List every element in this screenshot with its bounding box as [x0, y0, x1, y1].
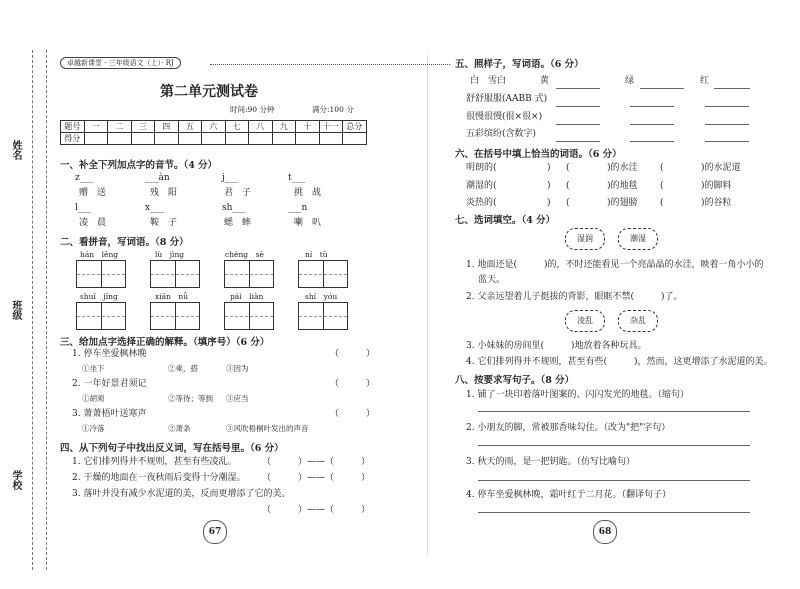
- s8-heading: 八、按要求写句子。（8 分）: [455, 375, 575, 386]
- s2-heading: 二、看拼音，写词语。（8 分）: [60, 237, 189, 248]
- s6-blank[interactable]: ): [520, 163, 551, 173]
- s3-option[interactable]: ①冷落: [82, 424, 105, 433]
- answer-line[interactable]: [478, 480, 750, 481]
- s6-item: (: [660, 163, 664, 173]
- writing-grid[interactable]: [298, 260, 348, 288]
- answer-line[interactable]: [556, 141, 600, 142]
- s3-question: 3. 萧萧梧叶送寒声: [72, 409, 147, 419]
- answer-line[interactable]: [556, 88, 600, 89]
- s2-pinyin: chéng sè: [225, 250, 264, 259]
- binding-line-inner: [46, 50, 47, 570]
- s7-question: 2. 父亲远望着儿子挺拔的背影，眼眶不禁( )了。: [466, 292, 683, 302]
- score-input[interactable]: [319, 133, 343, 145]
- s1-word: 蟋 蟀: [224, 218, 252, 228]
- s1-pinyin[interactable]: ___àn: [145, 173, 170, 183]
- header-dotline: [210, 64, 450, 65]
- s8-question: 1. 铺了一块印着落叶图案的、闪闪发光的地毯。（缩句）: [466, 390, 689, 400]
- s5-example: 很慢很慢(很×很×): [466, 112, 543, 122]
- score-input[interactable]: [202, 133, 226, 145]
- s4-heading: 四、从下列句子中找出反义词，写在括号里。（6 分）: [60, 443, 284, 454]
- page-divider: [427, 55, 428, 555]
- time-label: 时间:90 分钟: [230, 105, 275, 114]
- answer-line[interactable]: [556, 124, 600, 125]
- answer-line[interactable]: [478, 445, 750, 446]
- s1-pinyin[interactable]: z___: [75, 173, 94, 183]
- score-table: [60, 120, 367, 145]
- s3-option[interactable]: ②等待；等到: [168, 394, 213, 403]
- s6-blank[interactable]: )的翅膀: [580, 198, 638, 208]
- s2-pinyin: shí yóu: [305, 292, 338, 301]
- score-input[interactable]: [178, 133, 202, 145]
- score-cell: 三: [131, 121, 155, 133]
- answer-line[interactable]: [705, 124, 749, 125]
- s1-word: 凌 晨: [79, 218, 107, 228]
- score-table-row: [61, 133, 367, 145]
- answer-paren[interactable]: （ ）: [330, 379, 376, 389]
- header-badge: 卓越新课堂 · 三年级语文（上）· RJ: [60, 57, 181, 69]
- s7-heading: 七、选词填空。（4 分）: [455, 215, 556, 226]
- score-cell: 八: [249, 121, 273, 133]
- writing-grid[interactable]: [76, 302, 126, 330]
- s5-color: 黄: [540, 76, 550, 86]
- word-choice: 潮湿: [618, 228, 658, 250]
- name-label: 姓名: [10, 140, 21, 160]
- answer-line[interactable]: [478, 411, 750, 412]
- score-cell: 六: [202, 121, 226, 133]
- s2-pinyin: xiān nǚ: [155, 292, 189, 301]
- writing-grid[interactable]: [224, 260, 274, 288]
- s1-word: 赠 送: [79, 188, 107, 198]
- answer-line[interactable]: [705, 106, 749, 107]
- s8-question: 4. 停车坐爱枫林晚，霜叶红于二月花。（翻译句子）: [466, 490, 671, 500]
- writing-grid[interactable]: [150, 260, 200, 288]
- s5-example: 白 雪白: [470, 76, 507, 86]
- score-cell: 得分: [61, 133, 85, 145]
- s2-pinyin: lù jìng: [155, 250, 185, 259]
- s3-option[interactable]: ③应当: [226, 394, 249, 403]
- answer-line[interactable]: [630, 124, 674, 125]
- score-input[interactable]: [225, 133, 249, 145]
- s6-item: 明朗的(: [466, 163, 497, 173]
- score-input[interactable]: [155, 133, 179, 145]
- antonym-pair[interactable]: （ ）——（ ）: [262, 505, 371, 515]
- s6-item: (: [566, 198, 570, 208]
- writing-grid[interactable]: [76, 260, 126, 288]
- s2-pinyin: hán lěng: [80, 250, 119, 259]
- s1-heading: 一、补全下列加点字的音节。（4 分）: [60, 160, 218, 171]
- s1-word: 鞍 子: [150, 218, 178, 228]
- page-number-right: 68: [593, 520, 617, 544]
- s6-item: (: [660, 181, 664, 191]
- answer-line[interactable]: [556, 106, 600, 107]
- s1-pinyin[interactable]: x___: [145, 203, 164, 213]
- score-cell: 七: [225, 121, 249, 133]
- s6-item: 潮湿的(: [466, 181, 497, 191]
- s7-question: 1. 地面还是( )的，不时还能看见一个亮晶晶的水洼，映着一角小小的: [466, 260, 764, 270]
- score-cell: 十: [296, 121, 320, 133]
- s6-blank[interactable]: )的脚料: [674, 181, 732, 191]
- binding-line-outer: [32, 50, 33, 570]
- s1-word: 喇 叭: [294, 218, 322, 228]
- s1-word: 残 阳: [150, 188, 178, 198]
- s4-question: 2. 干燥的地面在一夜秋雨后变得十分潮湿。: [72, 473, 246, 483]
- s2-pinyin: ní tǔ: [305, 250, 328, 259]
- score-cell: 二: [108, 121, 132, 133]
- s8-question: 3. 秋天的雨，是一把钥匙。（仿写比喻句）: [466, 457, 635, 467]
- s6-blank[interactable]: )的水泥道: [674, 163, 741, 173]
- score-cell: 四: [155, 121, 179, 133]
- s6-blank[interactable]: ): [520, 198, 551, 208]
- answer-line[interactable]: [705, 141, 749, 142]
- s6-blank[interactable]: )的水洼: [580, 163, 638, 173]
- answer-line[interactable]: [640, 88, 684, 89]
- answer-paren[interactable]: （ ）: [330, 349, 376, 359]
- score-input[interactable]: [249, 133, 273, 145]
- s6-blank[interactable]: )的谷粒: [674, 198, 732, 208]
- score-cell: 五: [178, 121, 202, 133]
- s5-example: 舒舒服服(AABB 式): [466, 94, 548, 104]
- page-title: 第二单元测试卷: [160, 84, 258, 100]
- score-input[interactable]: [296, 133, 320, 145]
- s3-option[interactable]: ③因为: [226, 364, 249, 373]
- score-input[interactable]: [108, 133, 132, 145]
- score-input[interactable]: [343, 133, 367, 145]
- s5-color: 绿: [625, 76, 635, 86]
- s8-question: 2. 小朋友的脚，常被那香味勾住。（改为"把"字句）: [466, 423, 671, 433]
- s1-word: 挑 战: [294, 188, 322, 198]
- s6-heading: 六、在括号中填上恰当的词语。（6 分）: [455, 149, 622, 160]
- score-cell: 总分: [343, 121, 367, 133]
- s7-question: 3. 小妹妹的房间里( )地放着各种玩具。: [466, 341, 647, 351]
- score-input[interactable]: [131, 133, 155, 145]
- score-table-row: [61, 121, 367, 133]
- s1-pinyin[interactable]: sh___: [222, 203, 246, 213]
- s6-item: (: [660, 198, 664, 208]
- answer-line[interactable]: [714, 88, 750, 89]
- school-label: 学校: [10, 470, 21, 490]
- s5-heading: 五、照样子，写词语。（6 分）: [455, 59, 584, 70]
- answer-line[interactable]: [630, 141, 674, 142]
- s4-question: 1. 它们排列得并不规则，甚至有些凌乱。: [72, 457, 237, 467]
- score-cell: 题号: [61, 121, 85, 133]
- s5-color: 红: [700, 76, 710, 86]
- writing-grid[interactable]: [224, 302, 274, 330]
- s1-pinyin[interactable]: j___: [222, 173, 239, 183]
- score-input[interactable]: [272, 133, 296, 145]
- s5-example: 五彩缤纷(含数字): [466, 129, 537, 139]
- s1-word: 君 子: [224, 188, 252, 198]
- s3-question: 2. 一年好景君须记: [72, 379, 147, 389]
- s3-question: 1. 停车坐爱枫林晚: [72, 349, 147, 359]
- score-cell: 十一: [319, 121, 343, 133]
- word-choice: 凌乱: [565, 310, 605, 332]
- s6-blank[interactable]: ): [520, 181, 551, 191]
- score-cell: 一: [84, 121, 108, 133]
- antonym-pair[interactable]: （ ）——（ ）: [262, 457, 371, 467]
- writing-grid[interactable]: [298, 302, 348, 330]
- s1-pinyin[interactable]: ___n: [288, 203, 308, 213]
- writing-grid[interactable]: [150, 302, 200, 330]
- page-header: [60, 56, 390, 70]
- s3-heading: 三、给加点字选择正确的解释。（填序号）（6 分）: [60, 337, 270, 348]
- answer-paren[interactable]: （ ）: [330, 409, 376, 419]
- s4-question: 3. 落叶并没有减少水泥道的美，反而更增添了它的美。: [72, 489, 291, 499]
- s6-item: 炎热的(: [466, 198, 497, 208]
- antonym-pair[interactable]: （ ）——（ ）: [262, 473, 371, 483]
- s1-pinyin[interactable]: t___: [288, 173, 306, 183]
- s1-pinyin[interactable]: l___: [75, 203, 92, 213]
- class-label: 班级: [10, 300, 21, 320]
- s3-option[interactable]: ①胡须: [82, 394, 105, 403]
- page-number-left: 67: [203, 520, 227, 544]
- s6-blank[interactable]: )的地毯: [580, 181, 638, 191]
- s6-item: (: [566, 163, 570, 173]
- s3-option[interactable]: ②乘，搭: [168, 364, 198, 373]
- answer-line[interactable]: [478, 512, 750, 513]
- s3-option[interactable]: ②萧条: [168, 424, 191, 433]
- s6-item: (: [566, 181, 570, 191]
- score-label: 满分:100 分: [312, 105, 354, 114]
- s3-option[interactable]: ①坐下: [82, 364, 105, 373]
- s3-option[interactable]: ③风吹梧桐叶发出的声音: [226, 424, 309, 433]
- score-input[interactable]: [84, 133, 108, 145]
- s2-pinyin: shuǐ jīng: [80, 292, 118, 301]
- s7-question: 蓝天。: [478, 275, 506, 285]
- s2-pinyin: pái liàn: [230, 292, 264, 301]
- score-cell: 九: [272, 121, 296, 133]
- word-choice: 湿润: [565, 228, 605, 250]
- answer-line[interactable]: [630, 106, 674, 107]
- word-choice: 杂乱: [618, 310, 658, 332]
- s7-question: 4. 它们排列得并不规则，甚至有些( )，然而，这更增添了水泥道的美。: [466, 357, 773, 367]
